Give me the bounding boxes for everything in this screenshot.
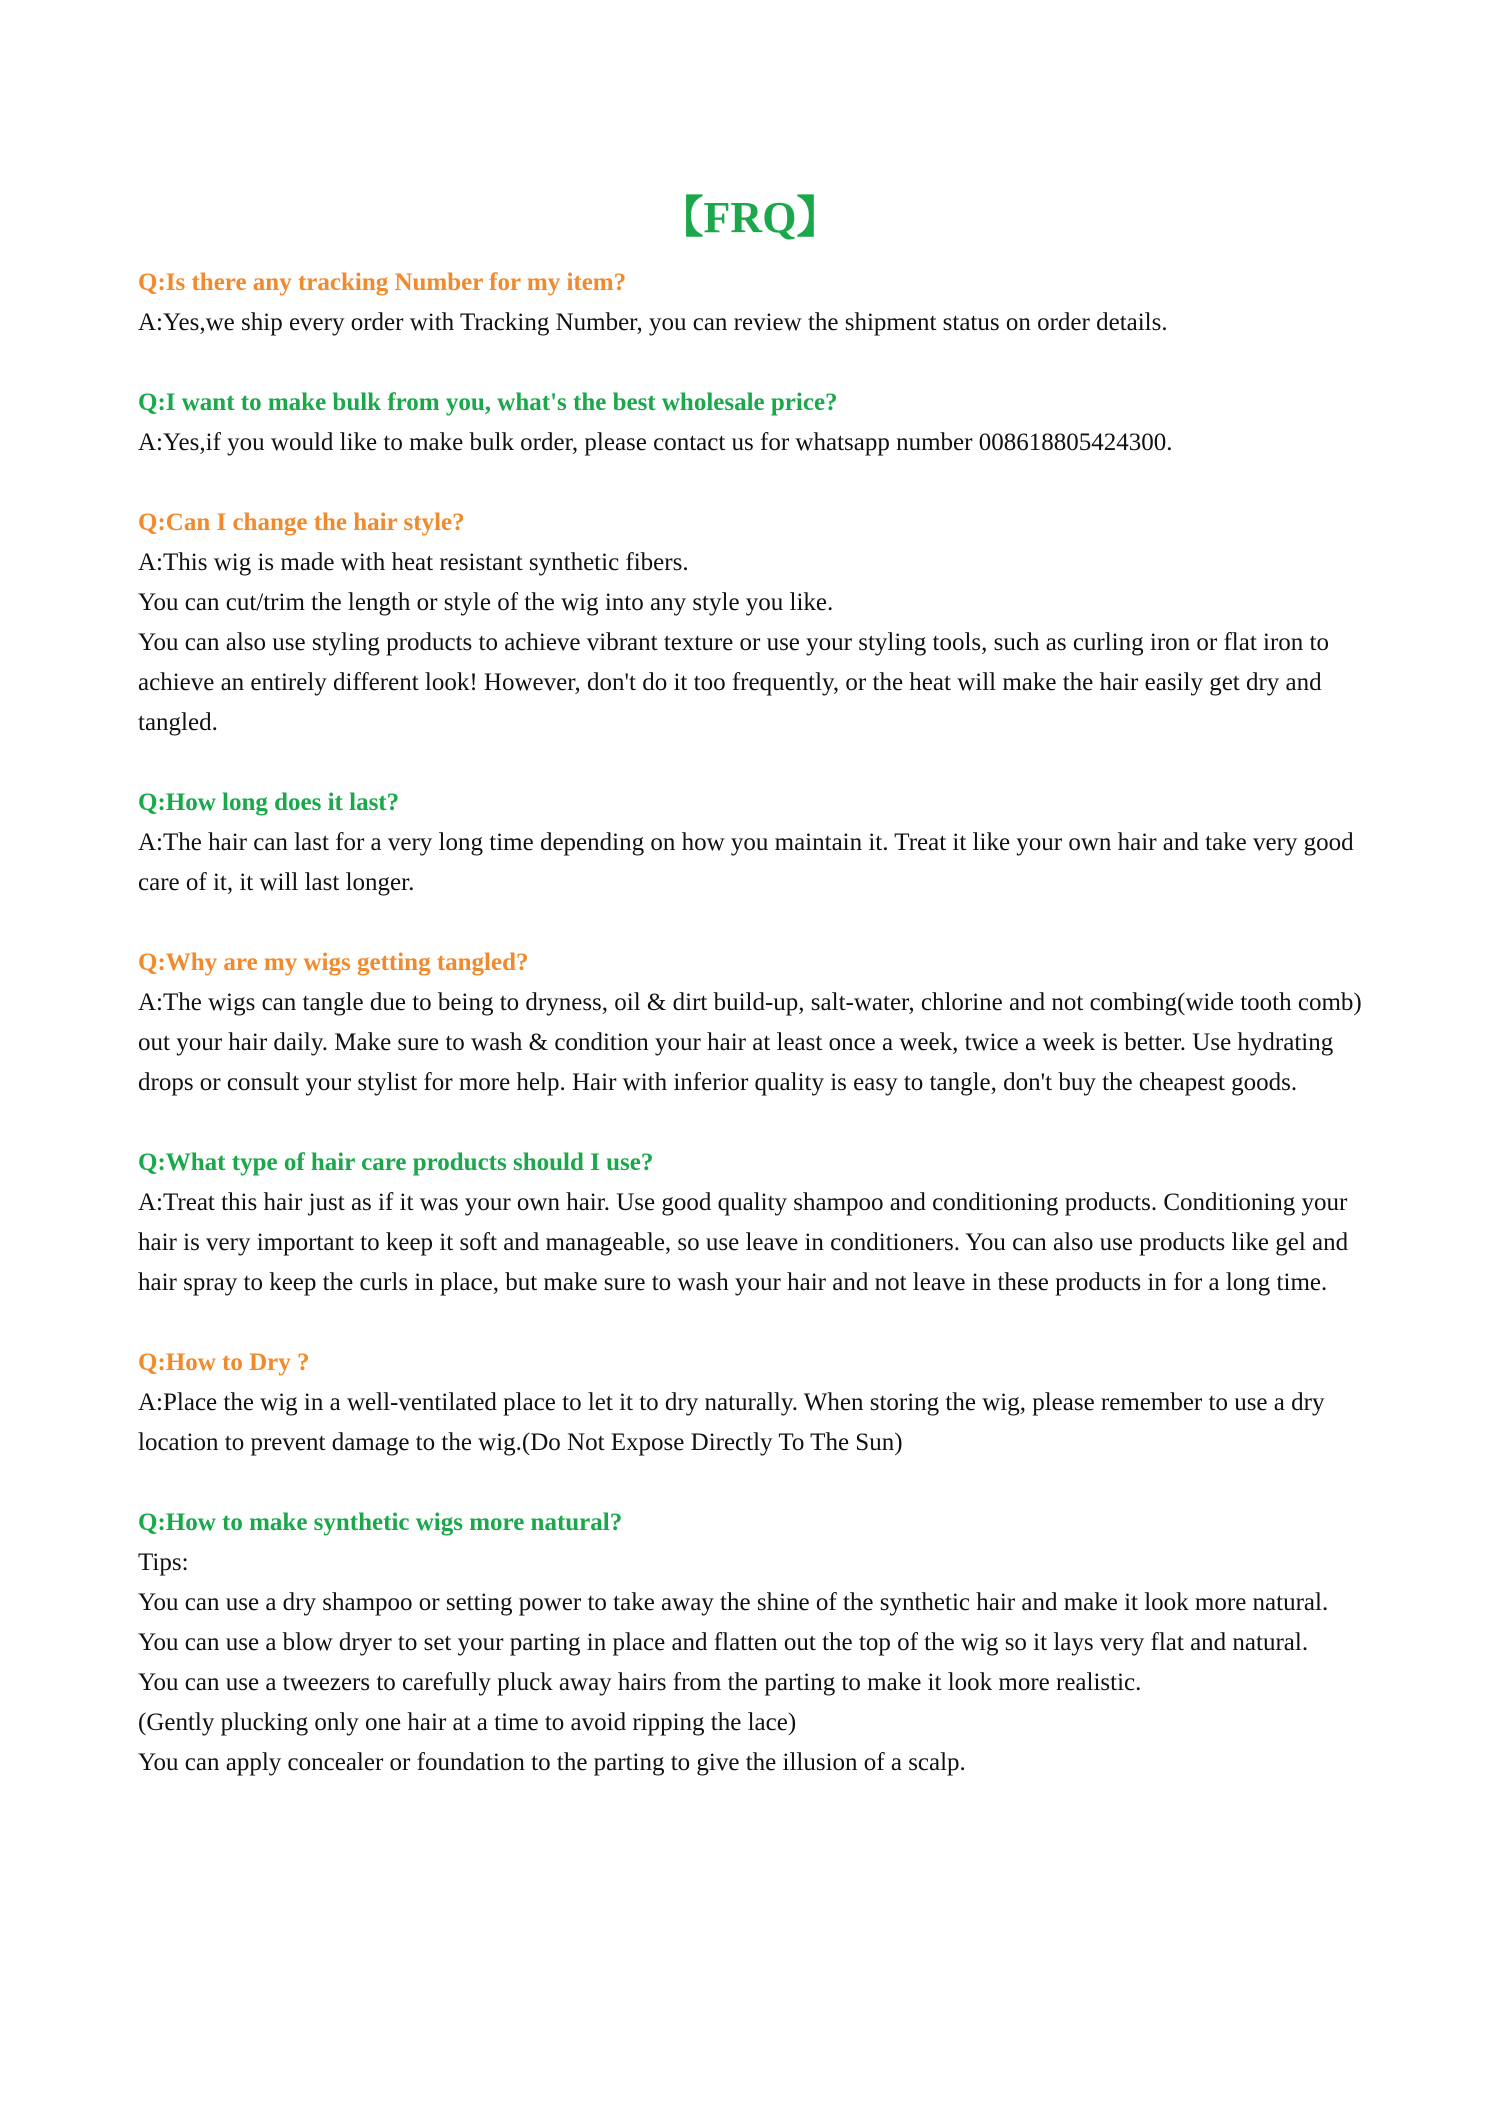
faq-answer (138, 303, 1378, 343)
faq-answer (138, 423, 1378, 463)
faq-answer (138, 1183, 1378, 1303)
faq-answer (138, 543, 1378, 743)
faq-question: Q:How to Dry ? (138, 1349, 310, 1376)
faq-question: Q:How long does it last? (138, 789, 400, 816)
faq-answer-line: You can cut/trim the length or style of the wig into any style you like. (138, 589, 834, 616)
faq-item (138, 383, 1378, 463)
faq-question: Q:What type of hair care products should I use? (138, 1149, 654, 1176)
faq-item (138, 1503, 1378, 1783)
faq-answer (138, 1543, 1378, 1783)
faq-item (138, 943, 1378, 1103)
faq-answer-line: A:Yes,we ship every order with Tracking Number, you can review the shipment status on order details. (138, 309, 1168, 336)
faq-answer-line: You can use a dry shampoo or setting power to take away the shine of the synthetic hair and make it look more natural. (138, 1589, 1329, 1616)
faq-list (138, 263, 1378, 1823)
faq-item (138, 263, 1378, 343)
faq-answer-line: You can also use styling products to achieve vibrant texture or use your styling tools, such as curling iron or flat iron to achieve an entirely different look! However, don't do it too frequently, or the heat will make the hair easily get dry and tangled. (138, 629, 1330, 736)
faq-question: Q:Is there any tracking Number for my item? (138, 269, 627, 296)
faq-item (138, 1343, 1378, 1463)
faq-answer-line: A:Yes,if you would like to make bulk order, please contact us for whatsapp number 008618805424300. (138, 429, 1173, 456)
faq-answer-line: (Gently plucking only one hair at a time to avoid ripping the lace) (138, 1709, 797, 1736)
faq-answer (138, 823, 1378, 903)
faq-answer-line: A:Place the wig in a well-ventilated place to let it to dry naturally. When storing the wig, please remember to use a dry location to prevent damage to the wig.(Do Not Expose Directly To The Sun) (138, 1389, 1325, 1456)
faq-item (138, 1143, 1378, 1303)
faq-answer-line: You can use a blow dryer to set your parting in place and flatten out the top of the wig so it lays very flat and natural. (138, 1629, 1309, 1656)
faq-answer-line: A:The hair can last for a very long time depending on how you maintain it. Treat it like your own hair and take very good care of it, it will last longer. (138, 829, 1354, 896)
faq-answer-line: A:Treat this hair just as if it was your own hair. Use good quality shampoo and conditioning products. Conditioning your hair is very important to keep it soft and manageable, so use leave in conditioners. You can also use products like gel and hair spray to keep the curls in place, but make sure to wash your hair and not leave in these products in for a long time. (138, 1189, 1349, 1296)
faq-item (138, 783, 1378, 903)
faq-answer-line: A:The wigs can tangle due to being to dryness, oil & dirt build-up, salt-water, chlorine and not combing(wide tooth comb) out your hair daily. Make sure to wash & condition your hair at least once a week, twice a week is better. Use hydrating drops or consult your stylist for more help. Hair with inferior quality is easy to tangle, don't buy the cheapest goods. (138, 989, 1362, 1096)
document-title: 【FRQ】 (659, 193, 841, 242)
faq-answer-line: Tips: (138, 1549, 189, 1576)
faq-item (138, 503, 1378, 743)
faq-question: Q:How to make synthetic wigs more natural? (138, 1509, 623, 1536)
faq-answer (138, 983, 1378, 1103)
faq-answer (138, 1383, 1378, 1463)
faq-answer-line: You can use a tweezers to carefully pluck away hairs from the parting to make it look more realistic. (138, 1669, 1142, 1696)
faq-question: Q:Can I change the hair style? (138, 509, 465, 536)
faq-question: Q:I want to make bulk from you, what's the best wholesale price? (138, 389, 838, 416)
faq-question: Q:Why are my wigs getting tangled? (138, 949, 529, 976)
faq-answer-line: You can apply concealer or foundation to the parting to give the illusion of a scalp. (138, 1749, 966, 1776)
faq-answer-line: A:This wig is made with heat resistant synthetic fibers. (138, 549, 689, 576)
